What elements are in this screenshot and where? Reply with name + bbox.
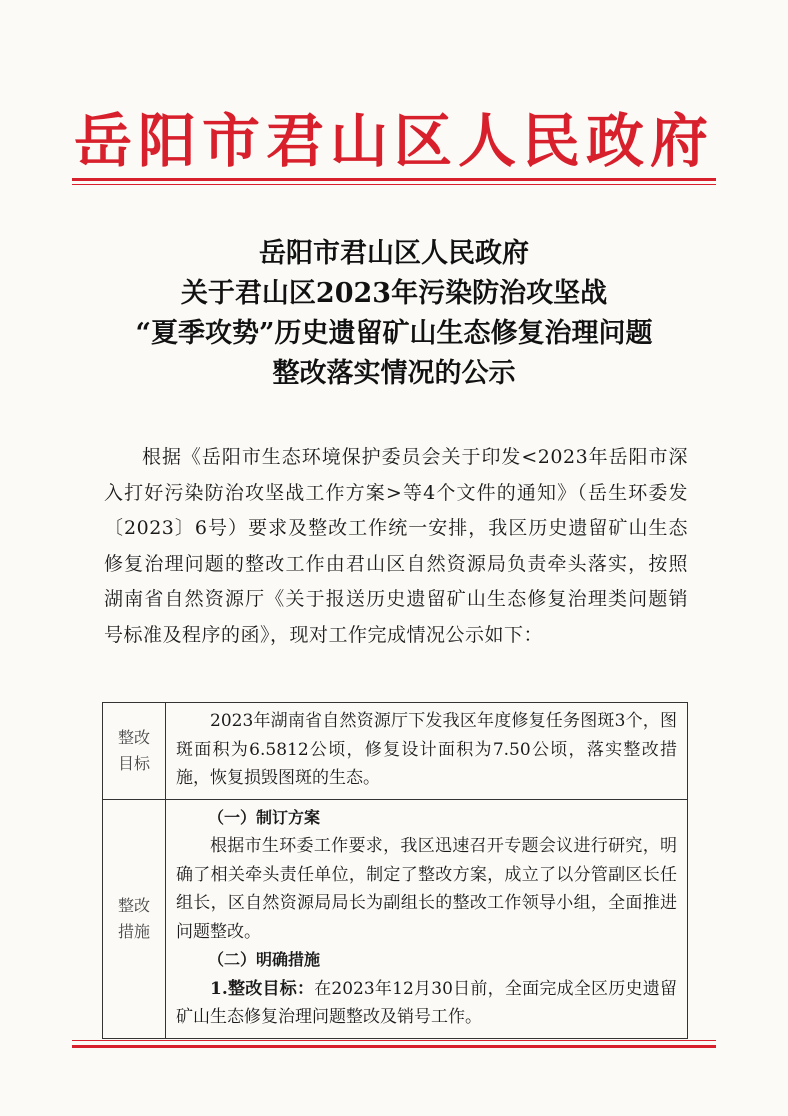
row-label-line: 措施	[117, 921, 150, 941]
row-content-measures	[166, 799, 688, 1038]
table-row	[103, 799, 688, 1038]
item-text	[176, 975, 677, 1032]
masthead: 岳阳市君山区人民政府	[73, 107, 714, 175]
title-line-2: 关于君山区2023年污染防治攻坚战	[180, 278, 608, 309]
masthead-rule-thin	[72, 184, 716, 185]
section-heading: （一）制订方案	[208, 807, 321, 827]
section-text: 根据市生环委工作要求，我区迅速召开专题会议进行研究，明确了相关牵头责任单位，制定了整改方案，成立了以分管副区长任组长，区自然资源局局长为副组长的整改工作领导小组，全面推进问题整改。	[176, 836, 677, 942]
row-label-goal	[103, 703, 166, 800]
item-body: 在2023年12月30日前，全面完成全区历史遗留矿山生态修复治理问题整改及销号工作。	[176, 978, 678, 1027]
body-paragraph: 根据《岳阳市生态环境保护委员会关于印发<2023年岳阳市深入打好污染防治攻坚战工作方案>等4个文件的通知》（岳生环委发〔2023〕6号）要求及整改工作统一安排，我区历史遗留矿山生态修复治理问题的整改工作由君山区自然资源局负责牵头落实，按照湖南省自然资源厅《关于报送历史遗留矿山生态修复治理类问题销号标准及程序的函》，现对工作完成情况公示如下：	[104, 446, 688, 646]
title-line-3: “夏季攻势”历史遗留矿山生态修复治理问题	[135, 318, 653, 349]
table-row	[103, 703, 688, 800]
row-label-line: 目标	[117, 753, 150, 773]
footer-rule-thick	[72, 1045, 716, 1048]
row-label-measures	[103, 799, 166, 1038]
title-line-1: 岳阳市君山区人民政府	[259, 238, 529, 269]
masthead-rule-thick	[72, 178, 716, 181]
goal-text: 2023年湖南省自然资源厅下发我区年度修复任务图斑3个，图斑面积为6.5812公顷，修复设计面积为7.50公顷，落实整改措施，恢复损毁图斑的生态。	[176, 711, 677, 788]
title-line-4: 整改落实情况的公示	[272, 358, 516, 389]
row-content-goal	[166, 703, 688, 800]
row-label-line: 整改	[117, 895, 150, 915]
row-label-line: 整改	[117, 727, 150, 747]
item-label: 1.整改目标：	[210, 978, 315, 999]
footer-rule-thin	[72, 1040, 716, 1041]
document-title	[0, 234, 788, 394]
rectification-table	[102, 702, 688, 1039]
section-heading: （二）明确措施	[208, 950, 321, 969]
